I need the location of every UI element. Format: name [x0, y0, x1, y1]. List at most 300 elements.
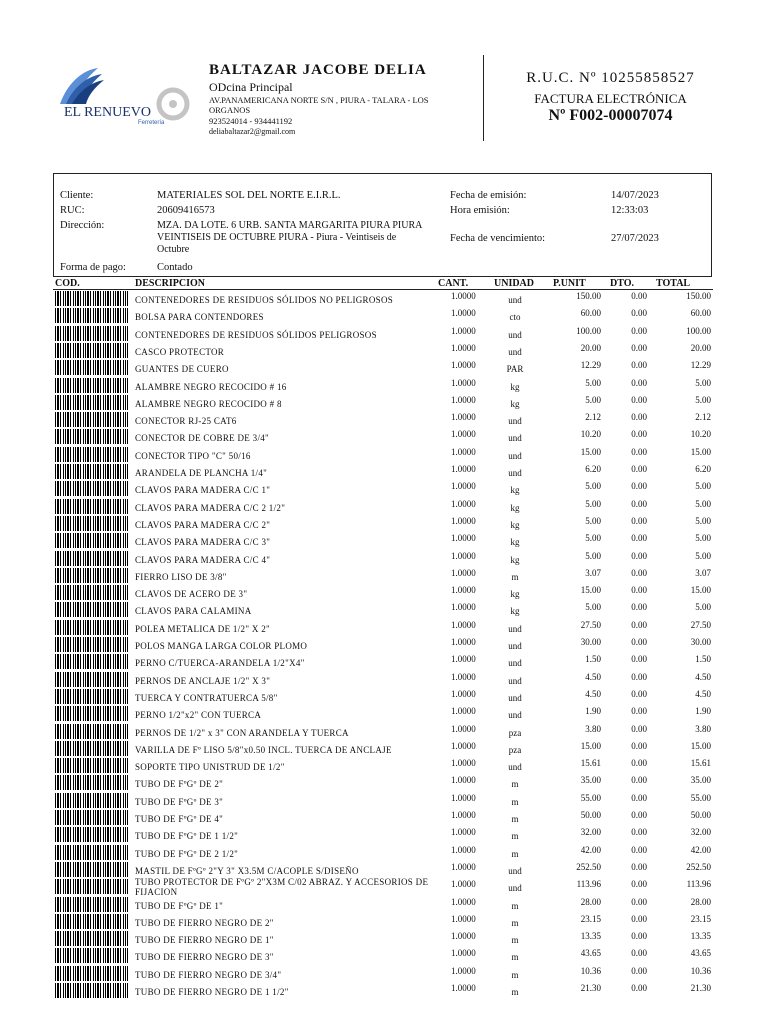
- item-unit: m: [511, 848, 519, 859]
- item-quantity: 1.0000: [451, 464, 476, 474]
- item-unit: und: [508, 295, 522, 305]
- item-total: 30.00: [690, 637, 711, 647]
- barcode-icon: [55, 845, 128, 860]
- branch-name: ODcina Principal: [209, 80, 293, 94]
- item-unit: und: [508, 883, 522, 894]
- barcode-icon: [55, 378, 128, 393]
- item-unit: und: [508, 641, 522, 651]
- item-discount: 0.00: [631, 394, 647, 405]
- item-description: TUBO DE FºGº DE 3": [135, 796, 224, 807]
- item-quantity: 1.0000: [451, 377, 476, 388]
- item-description: CLAVOS PARA MADERA C/C 2 1/2": [135, 502, 286, 513]
- barcode-icon: [55, 585, 128, 600]
- table-row: [0, 810, 768, 827]
- item-description: TUBO DE FIERRO NEGRO DE 1": [135, 935, 274, 946]
- item-unit: kg: [510, 589, 520, 600]
- item-quantity: 1.0000: [451, 550, 476, 561]
- barcode-icon: [55, 983, 128, 998]
- item-total: 13.35: [690, 931, 711, 942]
- item-discount: 0.00: [631, 965, 647, 976]
- item-unit: m: [511, 969, 519, 980]
- barcode-icon: [55, 758, 128, 773]
- item-unit-price: 113.96: [576, 879, 601, 890]
- item-discount: 0.00: [631, 567, 647, 578]
- item-unit-price: 1.50: [585, 654, 601, 665]
- item-discount: 0.00: [631, 429, 647, 440]
- item-discount: 0.00: [631, 723, 647, 734]
- item-unit-price: 100.00: [576, 325, 601, 336]
- barcode-icon: [55, 689, 128, 704]
- item-quantity: 1.0000: [451, 394, 476, 405]
- company-email: deliabaltazar2@gmail.com: [209, 127, 296, 136]
- item-discount: 0.00: [631, 342, 647, 353]
- item-discount: 0.00: [631, 879, 647, 890]
- barcode-icon: [55, 481, 128, 496]
- item-quantity: 1.0000: [451, 291, 476, 301]
- item-quantity: 1.0000: [451, 810, 476, 820]
- barcode-icon: [55, 620, 128, 635]
- item-quantity: 1.0000: [451, 533, 476, 544]
- item-unit: und: [508, 710, 522, 721]
- item-description: TUBO DE FºGº DE 2 1/2": [135, 848, 239, 859]
- item-unit-price: 15.00: [580, 740, 601, 751]
- item-unit-price: 35.00: [580, 775, 601, 786]
- item-quantity: 1.0000: [451, 775, 476, 786]
- item-description: CONTENEDORES DE RESIDUOS SÓLIDOS PELIGROSOS: [135, 329, 377, 340]
- table-row: [0, 533, 768, 550]
- due-date-label: Fecha de vencimiento:: [450, 233, 546, 244]
- item-total: 1.90: [695, 706, 711, 717]
- item-unit-price: 4.50: [585, 671, 601, 682]
- barcode-icon: [55, 793, 128, 808]
- table-row: [0, 395, 768, 412]
- item-total: 50.00: [690, 810, 711, 820]
- item-discount: 0.00: [631, 325, 647, 336]
- table-row: [0, 672, 768, 689]
- item-description: SOPORTE TIPO UNISTRUD DE 1/2": [135, 762, 285, 773]
- item-total: 15.00: [690, 585, 711, 596]
- barcode-icon: [55, 637, 128, 652]
- item-unit: kg: [510, 537, 520, 548]
- item-description: GUANTES DE CUERO: [135, 364, 229, 375]
- item-quantity: 1.0000: [451, 412, 476, 423]
- item-discount: 0.00: [631, 619, 647, 630]
- item-unit: und: [508, 346, 522, 357]
- item-discount: 0.00: [631, 671, 647, 682]
- item-total: 15.00: [690, 446, 711, 457]
- due-date: 27/07/2023: [611, 233, 659, 244]
- barcode-icon: [55, 326, 128, 341]
- item-unit-price: 1.90: [585, 706, 601, 717]
- item-unit-price: 150.00: [576, 291, 601, 301]
- item-discount: 0.00: [631, 602, 647, 613]
- table-row: [0, 308, 768, 325]
- item-total: 5.00: [695, 481, 711, 492]
- table-row: [0, 793, 768, 810]
- item-description: TUBO DE FºGº DE 1": [135, 900, 224, 911]
- table-row: [0, 724, 768, 741]
- item-unit: und: [508, 865, 522, 876]
- issue-date-label: Fecha de emisión:: [450, 190, 527, 201]
- item-description: BOLSA PARA CONTENDORES: [135, 312, 264, 323]
- item-total: 150.00: [686, 291, 711, 301]
- header-rule: [53, 289, 713, 290]
- barcode-icon: [55, 931, 128, 946]
- table-row: [0, 983, 768, 1000]
- item-unit: cto: [509, 312, 521, 323]
- item-unit: und: [508, 658, 522, 669]
- item-total: 5.00: [695, 498, 711, 509]
- item-discount: 0.00: [631, 810, 647, 820]
- table-row: [0, 966, 768, 983]
- item-quantity: 1.0000: [451, 602, 476, 613]
- item-total: 15.00: [690, 740, 711, 751]
- item-total: 5.00: [695, 602, 711, 613]
- item-unit: kg: [510, 485, 520, 496]
- table-row: [0, 291, 768, 308]
- item-discount: 0.00: [631, 637, 647, 647]
- item-unit: und: [508, 329, 522, 340]
- barcode-icon: [55, 672, 128, 687]
- item-description: PERNO C/TUERCA-ARANDELA 1/2"X4": [135, 658, 305, 669]
- item-unit-price: 55.00: [580, 792, 601, 803]
- item-quantity: 1.0000: [451, 481, 476, 492]
- item-discount: 0.00: [631, 446, 647, 457]
- item-discount: 0.00: [631, 498, 647, 509]
- item-description: CLAVOS PARA CALAMINA: [135, 606, 252, 617]
- item-discount: 0.00: [631, 533, 647, 544]
- table-row: [0, 481, 768, 498]
- item-unit: kg: [510, 606, 520, 617]
- item-discount: 0.00: [631, 861, 647, 872]
- item-quantity: 1.0000: [451, 515, 476, 526]
- barcode-icon: [55, 308, 128, 323]
- item-total: 5.00: [695, 377, 711, 388]
- barcode-icon: [55, 741, 128, 756]
- item-description: PERNO 1/2"x2" CON TUERCA: [135, 710, 262, 721]
- item-quantity: 1.0000: [451, 983, 476, 993]
- item-total: 5.00: [695, 515, 711, 526]
- item-quantity: 1.0000: [451, 965, 476, 976]
- barcode-icon: [55, 862, 128, 877]
- item-quantity: 1.0000: [451, 654, 476, 665]
- item-unit-price: 27.50: [580, 619, 601, 630]
- table-row: [0, 602, 768, 619]
- table-row: [0, 654, 768, 671]
- company-phones: 923524014 - 934441192: [209, 116, 293, 126]
- item-discount: 0.00: [631, 308, 647, 319]
- item-total: 252.50: [686, 861, 711, 872]
- table-row: [0, 845, 768, 862]
- table-row: [0, 516, 768, 533]
- item-unit-price: 2.12: [585, 412, 601, 423]
- logo-subtext: Ferretería: [138, 120, 165, 126]
- item-unit: pza: [508, 744, 522, 755]
- item-unit-price: 13.35: [580, 931, 601, 942]
- item-total: 35.00: [690, 775, 711, 786]
- address-label: Dirección:: [60, 220, 105, 231]
- barcode-icon: [55, 464, 128, 479]
- item-discount: 0.00: [631, 827, 647, 838]
- item-quantity: 1.0000: [451, 913, 476, 924]
- item-total: 43.65: [690, 948, 711, 959]
- header-description: DESCRIPCION: [135, 278, 206, 289]
- item-discount: 0.00: [631, 585, 647, 596]
- item-unit: kg: [510, 502, 520, 513]
- client-address: MZA. DA LOTE. 6 URB. SANTA MARGARITA PIURA PIURA VEINTISEIS DE OCTUBRE PIURA - Piura - Veintiseis de Octubre: [157, 220, 422, 255]
- logo-text: EL RENUEVO: [64, 105, 151, 120]
- item-description: CONECTOR DE COBRE DE 3/4": [135, 433, 270, 444]
- item-quantity: 1.0000: [451, 896, 476, 907]
- item-unit: und: [508, 623, 522, 634]
- item-description: PERNOS DE ANCLAJE 1/2" X 3": [135, 675, 271, 686]
- item-unit-price: 5.00: [585, 515, 601, 526]
- item-unit-price: 60.00: [580, 308, 601, 319]
- item-description: TUERCA Y CONTRATUERCA 5/8": [135, 692, 278, 703]
- barcode-icon: [55, 447, 128, 462]
- header-discount: DTO.: [610, 278, 634, 289]
- table-row: [0, 758, 768, 775]
- item-discount: 0.00: [631, 377, 647, 388]
- item-discount: 0.00: [631, 792, 647, 803]
- item-quantity: 1.0000: [451, 740, 476, 751]
- table-row: [0, 775, 768, 792]
- item-unit: und: [508, 762, 522, 773]
- item-total: 3.80: [695, 723, 711, 734]
- item-discount: 0.00: [631, 844, 647, 855]
- barcode-icon: [55, 879, 128, 894]
- item-unit: m: [511, 917, 519, 928]
- barcode-icon: [55, 429, 128, 444]
- item-quantity: 1.0000: [451, 619, 476, 630]
- item-unit: m: [511, 814, 519, 824]
- barcode-icon: [55, 291, 128, 306]
- item-unit-price: 252.50: [576, 861, 601, 872]
- item-quantity: 1.0000: [451, 567, 476, 578]
- item-total: 4.50: [695, 688, 711, 699]
- table-row: [0, 360, 768, 377]
- item-discount: 0.00: [631, 706, 647, 717]
- barcode-icon: [55, 966, 128, 981]
- item-quantity: 1.0000: [451, 931, 476, 942]
- barcode-icon: [55, 568, 128, 583]
- barcode-icon: [55, 516, 128, 531]
- header-quantity: CANT.: [438, 278, 469, 289]
- item-description: CONECTOR TIPO "C" 50/16: [135, 450, 251, 461]
- item-quantity: 1.0000: [451, 948, 476, 959]
- item-description: CLAVOS PARA MADERA C/C 2": [135, 519, 271, 530]
- table-row: [0, 689, 768, 706]
- table-row: [0, 741, 768, 758]
- payment-label: Forma de pago:: [60, 262, 126, 273]
- item-description: CONECTOR RJ-25 CAT6: [135, 416, 237, 427]
- item-description: CLAVOS PARA MADERA C/C 1": [135, 485, 271, 496]
- item-total: 55.00: [690, 792, 711, 803]
- issue-time-label: Hora emisión:: [450, 205, 510, 216]
- table-row: [0, 879, 768, 896]
- ruc-label: RUC:: [60, 205, 85, 216]
- table-row: [0, 326, 768, 343]
- item-total: 12.29: [690, 360, 711, 371]
- item-unit-price: 5.00: [585, 498, 601, 509]
- item-quantity: 1.0000: [451, 671, 476, 682]
- header-unit-price: P.UNIT: [553, 278, 586, 289]
- item-description: TUBO DE FIERRO NEGRO DE 3": [135, 952, 274, 963]
- barcode-icon: [55, 810, 128, 825]
- item-description: PERNOS DE 1/2" x 3" CON ARANDELA Y TUERCA: [135, 727, 349, 738]
- table-row: [0, 343, 768, 360]
- barcode-icon: [55, 775, 128, 790]
- document-number: Nº F002-00007074: [548, 107, 673, 124]
- item-quantity: 1.0000: [451, 861, 476, 872]
- barcode-icon: [55, 343, 128, 358]
- item-discount: 0.00: [631, 550, 647, 561]
- barcode-icon: [55, 914, 128, 929]
- table-row: [0, 948, 768, 965]
- item-total: 32.00: [690, 827, 711, 838]
- item-unit-price: 50.00: [580, 810, 601, 820]
- item-unit-price: 3.07: [585, 567, 601, 578]
- document-ruc: R.U.C. Nº 10255858527: [526, 70, 695, 86]
- item-discount: 0.00: [631, 688, 647, 699]
- item-unit-price: 21.30: [580, 983, 601, 993]
- item-description: POLOS MANGA LARGA COLOR PLOMO: [135, 641, 308, 651]
- barcode-icon: [55, 602, 128, 617]
- item-total: 1.50: [695, 654, 711, 665]
- item-unit-price: 42.00: [580, 844, 601, 855]
- company-address: AV.PANAMERICANA NORTE S/N , PIURA - TALARA - LOS ORGANOS: [209, 95, 429, 115]
- item-total: 10.20: [690, 429, 711, 440]
- table-row: [0, 568, 768, 585]
- table-row: [0, 931, 768, 948]
- item-quantity: 1.0000: [451, 792, 476, 803]
- item-total: 60.00: [690, 308, 711, 319]
- item-unit-price: 15.00: [580, 446, 601, 457]
- item-description: TUBO PROTECTOR DE FºGº 2"X3M C/02 ABRAZ. Y ACCESORIOS DE FIJACION: [135, 877, 429, 898]
- item-description: TUBO DE FIERRO NEGRO DE 3/4": [135, 969, 282, 980]
- item-total: 3.07: [695, 567, 711, 578]
- item-total: 100.00: [686, 325, 711, 336]
- item-discount: 0.00: [631, 948, 647, 959]
- item-unit-price: 20.00: [580, 342, 601, 353]
- item-quantity: 1.0000: [451, 429, 476, 440]
- item-unit-price: 6.20: [585, 464, 601, 474]
- item-unit: und: [508, 675, 522, 686]
- item-total: 2.12: [695, 412, 711, 423]
- item-description: FIERRO LISO DE 3/8": [135, 571, 227, 582]
- table-row: [0, 897, 768, 914]
- item-description: MASTIL DE FºGº 2"Y 3" X3.5M C/ACOPLE S/DISEÑO: [135, 865, 359, 876]
- table-row: [0, 706, 768, 723]
- item-quantity: 1.0000: [451, 360, 476, 371]
- item-unit-price: 15.61: [580, 758, 601, 769]
- item-description: CONTENEDORES DE RESIDUOS SÓLIDOS NO PELIGROSOS: [135, 295, 394, 305]
- item-discount: 0.00: [631, 758, 647, 769]
- item-total: 113.96: [686, 879, 711, 890]
- barcode-icon: [55, 533, 128, 548]
- table-row: [0, 827, 768, 844]
- item-unit-price: 32.00: [580, 827, 601, 838]
- barcode-icon: [55, 360, 128, 375]
- item-description: VARILLA DE Fº LISO 5/8"x0.50 INCL. TUERCA DE ANCLAJE: [135, 744, 392, 755]
- item-total: 4.50: [695, 671, 711, 682]
- item-description: CASCO PROTECTOR: [135, 346, 225, 357]
- item-quantity: 1.0000: [451, 585, 476, 596]
- issue-time: 12:33:03: [611, 205, 649, 216]
- table-row: [0, 429, 768, 446]
- barcode-icon: [55, 948, 128, 963]
- table-row: [0, 914, 768, 931]
- item-unit-price: 10.36: [580, 965, 601, 976]
- item-quantity: 1.0000: [451, 688, 476, 699]
- item-unit: kg: [510, 398, 520, 409]
- item-quantity: 1.0000: [451, 325, 476, 336]
- item-description: TUBO DE FºGº DE 1 1/2": [135, 831, 239, 842]
- item-total: 5.00: [695, 550, 711, 561]
- item-discount: 0.00: [631, 515, 647, 526]
- item-unit-price: 3.80: [585, 723, 601, 734]
- gear-icon: [159, 90, 187, 118]
- item-discount: 0.00: [631, 740, 647, 751]
- item-discount: 0.00: [631, 913, 647, 924]
- item-unit: pza: [508, 727, 522, 738]
- item-unit-price: 5.00: [585, 550, 601, 561]
- header-unit: UNIDAD: [494, 278, 534, 289]
- table-row: [0, 378, 768, 395]
- item-description: POLEA METALICA DE 1/2" X 2": [135, 623, 270, 634]
- item-description: TUBO DE FºGº DE 4": [135, 814, 224, 824]
- item-unit-price: 30.00: [580, 637, 601, 647]
- item-unit: und: [508, 433, 522, 444]
- item-total: 27.50: [690, 619, 711, 630]
- item-unit-price: 5.00: [585, 394, 601, 405]
- item-discount: 0.00: [631, 412, 647, 423]
- item-unit: und: [508, 450, 522, 461]
- item-quantity: 1.0000: [451, 723, 476, 734]
- item-unit: und: [508, 468, 522, 478]
- item-unit: m: [511, 796, 519, 807]
- item-total: 15.61: [690, 758, 711, 769]
- item-discount: 0.00: [631, 464, 647, 474]
- item-description: CLAVOS PARA MADERA C/C 3": [135, 537, 271, 548]
- item-quantity: 1.0000: [451, 706, 476, 717]
- item-total: 42.00: [690, 844, 711, 855]
- item-quantity: 1.0000: [451, 844, 476, 855]
- item-unit-price: 12.29: [580, 360, 601, 371]
- barcode-icon: [55, 551, 128, 566]
- payment-method: Contado: [157, 262, 193, 273]
- item-quantity: 1.0000: [451, 827, 476, 838]
- item-description: ALAMBRE NEGRO RECOCIDO # 16: [135, 381, 287, 392]
- item-unit: m: [511, 952, 519, 963]
- item-quantity: 1.0000: [451, 342, 476, 353]
- item-discount: 0.00: [631, 291, 647, 301]
- item-quantity: 1.0000: [451, 879, 476, 890]
- item-description: CLAVOS DE ACERO DE 3": [135, 589, 248, 600]
- item-description: TUBO DE FºGº DE 2": [135, 779, 224, 790]
- item-total: 10.36: [690, 965, 711, 976]
- item-discount: 0.00: [631, 481, 647, 492]
- item-description: ARANDELA DE PLANCHA 1/4": [135, 468, 268, 478]
- table-row: [0, 447, 768, 464]
- item-discount: 0.00: [631, 896, 647, 907]
- issue-date: 14/07/2023: [611, 190, 659, 201]
- item-quantity: 1.0000: [451, 308, 476, 319]
- item-unit-price: 10.20: [580, 429, 601, 440]
- item-discount: 0.00: [631, 775, 647, 786]
- item-quantity: 1.0000: [451, 498, 476, 509]
- item-unit-price: 5.00: [585, 481, 601, 492]
